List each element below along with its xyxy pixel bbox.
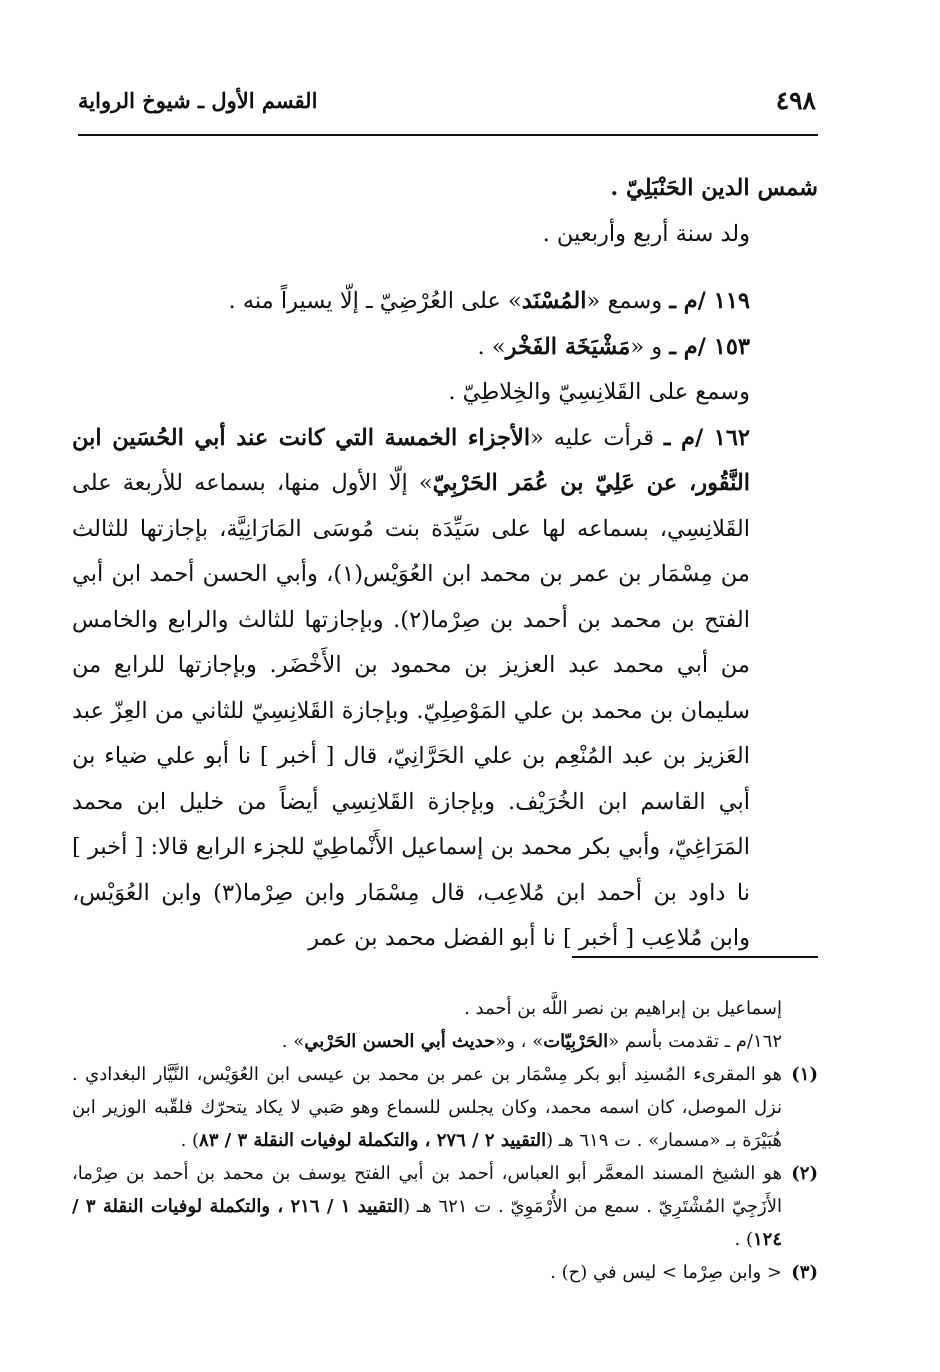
entry-text: » . <box>477 333 506 360</box>
footnote-2 <box>72 1157 818 1256</box>
footnote-text: هو الشيخ المسند المعمَّر أبو العباس، أحمد بن أبي الفتح يوسف بن محمد بن أحمد بن صِرْما، الأَزَجِيّ المُشْتَرِيّ . سمع من الأُرْمَوِيّ . ت ٦٢١ هـ ( <box>72 1163 782 1217</box>
entry-ref: ١٥٣ /م ـ <box>669 333 750 360</box>
entry-ref: ١١٩ /م ـ <box>669 288 750 314</box>
footnote-1 <box>72 1058 818 1157</box>
page-header <box>78 86 816 126</box>
footnote-number: (١) <box>791 1064 818 1085</box>
entry-text: و « <box>630 333 663 360</box>
book-title: الأجزاء الخمسة التي كانت عند أبي الحُسَين ابن النَّقُور، عن عَلِيّ بن عُمَر الحَرْبِيّ <box>72 424 750 496</box>
entry-text: قرأت عليه « <box>530 424 654 451</box>
header-rule <box>78 134 818 136</box>
footnote-text: هو المقرىء المُسنِد أبو بكر مِسْمَار بن عمر بن محمد بن عيسى ابن العُوَيْس، النَّيَّار البغدادي . نزل الموصل، كان اسمه محمد، وكان يجلس للسماع وهو صَبي لا يكاد يتحرّك فلقّبه الوزير ابن هُبَيْرَة بـ «مسمار» . ت ٦١٩ هـ ( <box>72 1064 782 1151</box>
entry-text: » على العُرْضِيّ ـ إلّا يسيراً منه . <box>228 288 522 314</box>
birth-line: ولد سنة أربع وأربعين . <box>542 220 750 247</box>
footnote-source: التقييد ١ / ٢١٦ ، والتكملة لوفيات النقلة ٣ / ١٢٤ <box>72 1196 782 1250</box>
footnote-text: ) . <box>734 1229 753 1250</box>
footnote-number: (٣) <box>791 1262 818 1283</box>
entry-153 <box>72 325 818 371</box>
footnote-source: التقييد ٢ / ٢٧٦ ، والتكملة لوفيات النقلة ٣ / ٨٣ <box>199 1130 547 1151</box>
name-line: شمس الدين الحَنْبَلِيّ . <box>610 175 818 201</box>
footnote-text: ١٦٢/م ـ تقدمت بأسم « <box>608 1031 782 1052</box>
entry-text: » إلّا الأول منها، بسماعه للأربعة على القَلانِسِي، بسماعه لها على سَيِّدَة بنت مُوسَى المَارَانِيَّة، بإجازتها للثالث من مِسْمَار بن عمر بن محمد ابن العُوَيْس(١)، وأبي الحسن أحمد ابن أبي الفتح بن محمد بن أحمد بن صِرْما(٢). وبإجازتها للثالث والرابع والخامس من أبي محمد عبد العزيز بن محمود بن الأَخْضَر. وبإجازتها للرابع من سليمان بن محمد بن علي المَوْصِلِيّ. وبإجازة القَلانِسِيّ للثاني من العِزّ عبد العَزيز بن عبد المُنْعِم بن علي الحَرَّانِيّ، قال [ أخبر ] نا أبو علي ضياء بن أبي القاسم ابن الخُرَيْف. وبإجازة القَلانِسِي أيضاً من خليل ابن محمد المَرَاغِيّ، وأبي بكر محمد بن إسماعيل الأَنْماطِيّ للجزء الرابع قالا: [ أخبر ] نا داود بن أحمد ابن مُلاعِب، قال مِسْمَار وابن صِرْما(٣) وابن العُوَيْس، وابن مُلاعِب [ أخبر ] نا أبو الفضل محمد بن عمر <box>72 470 750 951</box>
paragraph-gap <box>72 257 818 279</box>
entry-162 <box>72 416 818 962</box>
main-text <box>72 166 818 962</box>
entry-119 <box>72 279 818 325</box>
footnote-continuation: إسماعيل بن إبراهيم بن نصر اللَّه بن أحمد . <box>464 998 782 1019</box>
footnote-rule <box>572 956 818 958</box>
book-title: المُسْنَد <box>521 288 587 314</box>
book-title: حديث أبي الحسن الحَرْبي <box>304 1031 496 1052</box>
also-heard-line: وسمع على القَلانِسِيّ والخِلاطِيّ . <box>448 379 750 405</box>
entry-text: وسمع « <box>586 288 663 314</box>
running-title: القسم الأول ـ شيوخ الرواية <box>78 88 318 113</box>
entry-ref: ١٦٢ /م ـ <box>663 424 750 451</box>
footnotes <box>72 992 818 1289</box>
footnote-text: » . <box>281 1031 305 1052</box>
book-title: مَشْيَخَة الفَخْر <box>505 333 631 360</box>
footnote-text: < وابن صِرْما > ليس في (ح) . <box>550 1262 782 1283</box>
footnote-text: » ، و« <box>495 1031 544 1052</box>
footnote-text: ) . <box>180 1130 200 1151</box>
book-title: الحَرْبِيّات <box>543 1031 609 1052</box>
page-number: ٤٩٨ <box>775 86 816 115</box>
footnote-number: (٢) <box>791 1163 818 1184</box>
footnote-162 <box>72 1025 818 1058</box>
footnote-3 <box>72 1256 818 1289</box>
